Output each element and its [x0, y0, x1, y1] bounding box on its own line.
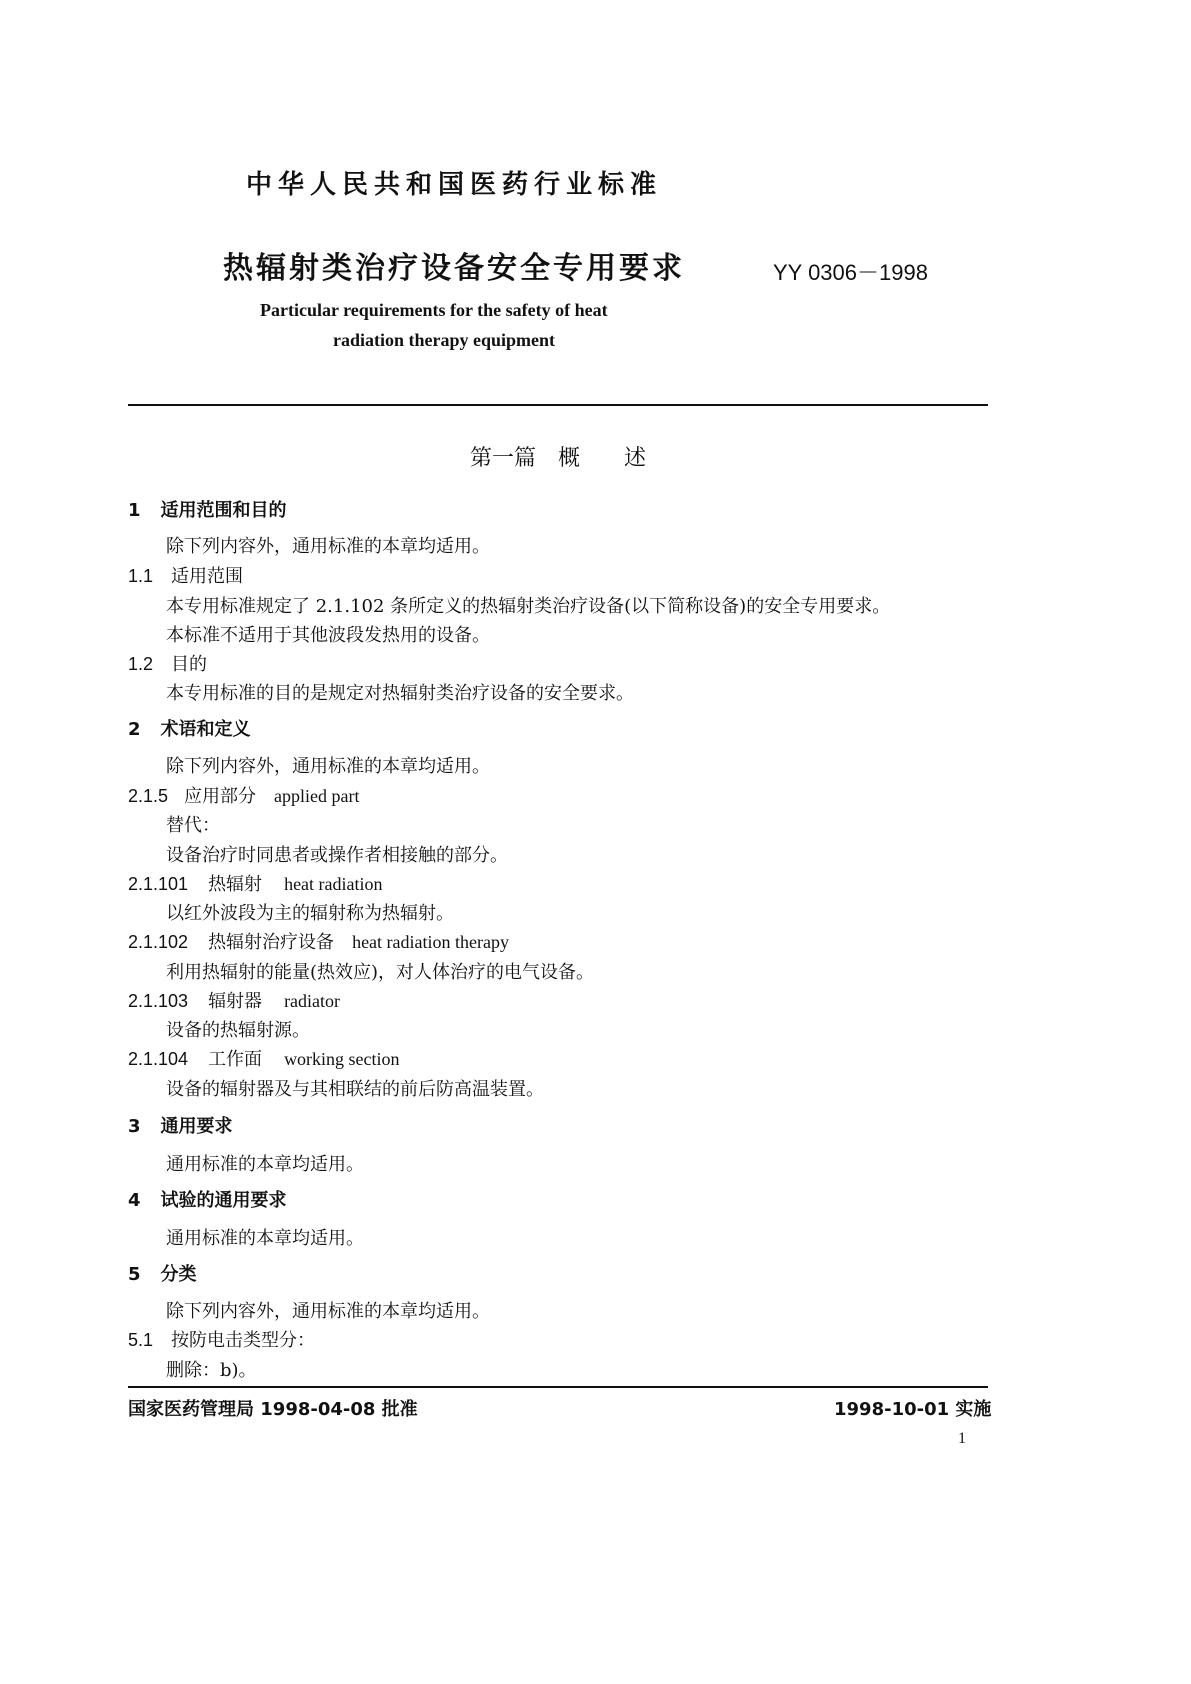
part-title: 第一篇 概 述: [470, 446, 647, 471]
subsection-1-2-heading: [128, 650, 207, 676]
section-2-heading: [128, 715, 251, 741]
subsection-number: 1.2: [128, 654, 154, 674]
term-number: 2.1.101: [128, 874, 189, 894]
standard-code: YY 0306－1998: [773, 260, 928, 285]
section-1-heading: [128, 496, 287, 522]
paragraph: 利用热辐射的能量(热效应)，对人体治疗的电气设备。: [166, 962, 595, 983]
term-2-1-101: [128, 870, 383, 896]
term-en: heat radiation: [284, 874, 383, 894]
section-number: 1: [128, 500, 141, 521]
section-number: 4: [128, 1190, 141, 1211]
paragraph: 本标准不适用于其他波段发热用的设备。: [166, 625, 490, 646]
approval-date: 国家医药管理局 1998-04-08 批准: [128, 1399, 418, 1420]
paragraph: 通用标准的本章均适用。: [166, 1228, 364, 1249]
document-title-en-line2: radiation therapy equipment: [333, 330, 556, 350]
section-title: 试验的通用要求: [160, 1190, 287, 1211]
paragraph: 除下列内容外，通用标准的本章均适用。: [166, 756, 490, 777]
section-number: 2: [128, 719, 141, 740]
document-title-cn: 热辐射类治疗设备安全专用要求: [223, 251, 685, 286]
paragraph: 设备的热辐射源。: [166, 1020, 310, 1041]
term-number: 2.1.103: [128, 991, 189, 1011]
paragraph: 删除：b)。: [166, 1360, 257, 1381]
section-5-heading: [128, 1260, 197, 1286]
section-number: 3: [128, 1116, 141, 1137]
section-title: 适用范围和目的: [160, 500, 287, 521]
document-title-en-line1: Particular requirements for the safety of heat: [260, 300, 608, 320]
term-en: radiator: [284, 991, 341, 1011]
section-title: 分类: [160, 1264, 197, 1285]
paragraph: 本专用标准的目的是规定对热辐射类治疗设备的安全要求。: [166, 683, 634, 704]
effective-date: 1998-10-01 实施: [834, 1399, 992, 1420]
section-3-heading: [128, 1112, 233, 1138]
section-title: 术语和定义: [160, 719, 251, 740]
subsection-number: 5.1: [128, 1330, 154, 1350]
footer-rule: [128, 1386, 988, 1388]
term-2-1-104: [128, 1045, 400, 1071]
term-cn: 辐射器: [208, 991, 263, 1012]
subsection-title: 适用范围: [171, 566, 244, 587]
term-en: applied part: [274, 786, 360, 806]
standard-category: 中华人民共和国医药行业标准: [246, 170, 663, 200]
section-4-heading: [128, 1186, 287, 1212]
paragraph: 除下列内容外，通用标准的本章均适用。: [166, 1301, 490, 1322]
paragraph: 本专用标准规定了 2.1.102 条所定义的热辐射类治疗设备(以下简称设备)的安全专用要求。: [166, 596, 891, 617]
term-2-1-102: [128, 928, 509, 954]
subsection-title: 按防电击类型分：: [171, 1330, 316, 1351]
term-cn: 热辐射: [208, 874, 263, 895]
term-2-1-5: [128, 782, 360, 808]
term-en: working section: [284, 1049, 400, 1069]
subsection-number: 1.1: [128, 566, 154, 586]
term-number: 2.1.5: [128, 786, 169, 806]
paragraph: 以红外波段为主的辐射称为热辐射。: [166, 903, 454, 924]
page-number: 1: [958, 1430, 966, 1447]
paragraph: 除下列内容外，通用标准的本章均适用。: [166, 536, 490, 557]
paragraph: 设备的辐射器及与其相联结的前后防高温装置。: [166, 1079, 544, 1100]
term-cn: 应用部分: [184, 786, 257, 807]
term-number: 2.1.104: [128, 1049, 189, 1069]
section-title: 通用要求: [160, 1116, 233, 1137]
term-number: 2.1.102: [128, 932, 189, 952]
term-cn: 热辐射治疗设备: [208, 932, 335, 953]
subsection-1-1-heading: [128, 562, 243, 588]
term-2-1-103: [128, 987, 340, 1013]
paragraph: 通用标准的本章均适用。: [166, 1154, 364, 1175]
subsection-title: 目的: [171, 654, 208, 675]
term-cn: 工作面: [208, 1049, 263, 1070]
section-number: 5: [128, 1264, 141, 1285]
paragraph: 替代：: [166, 815, 220, 836]
term-en: heat radiation therapy: [352, 932, 509, 952]
subsection-5-1-heading: [128, 1326, 315, 1352]
header-rule: [128, 404, 988, 406]
paragraph: 设备治疗时同患者或操作者相接触的部分。: [166, 845, 508, 866]
